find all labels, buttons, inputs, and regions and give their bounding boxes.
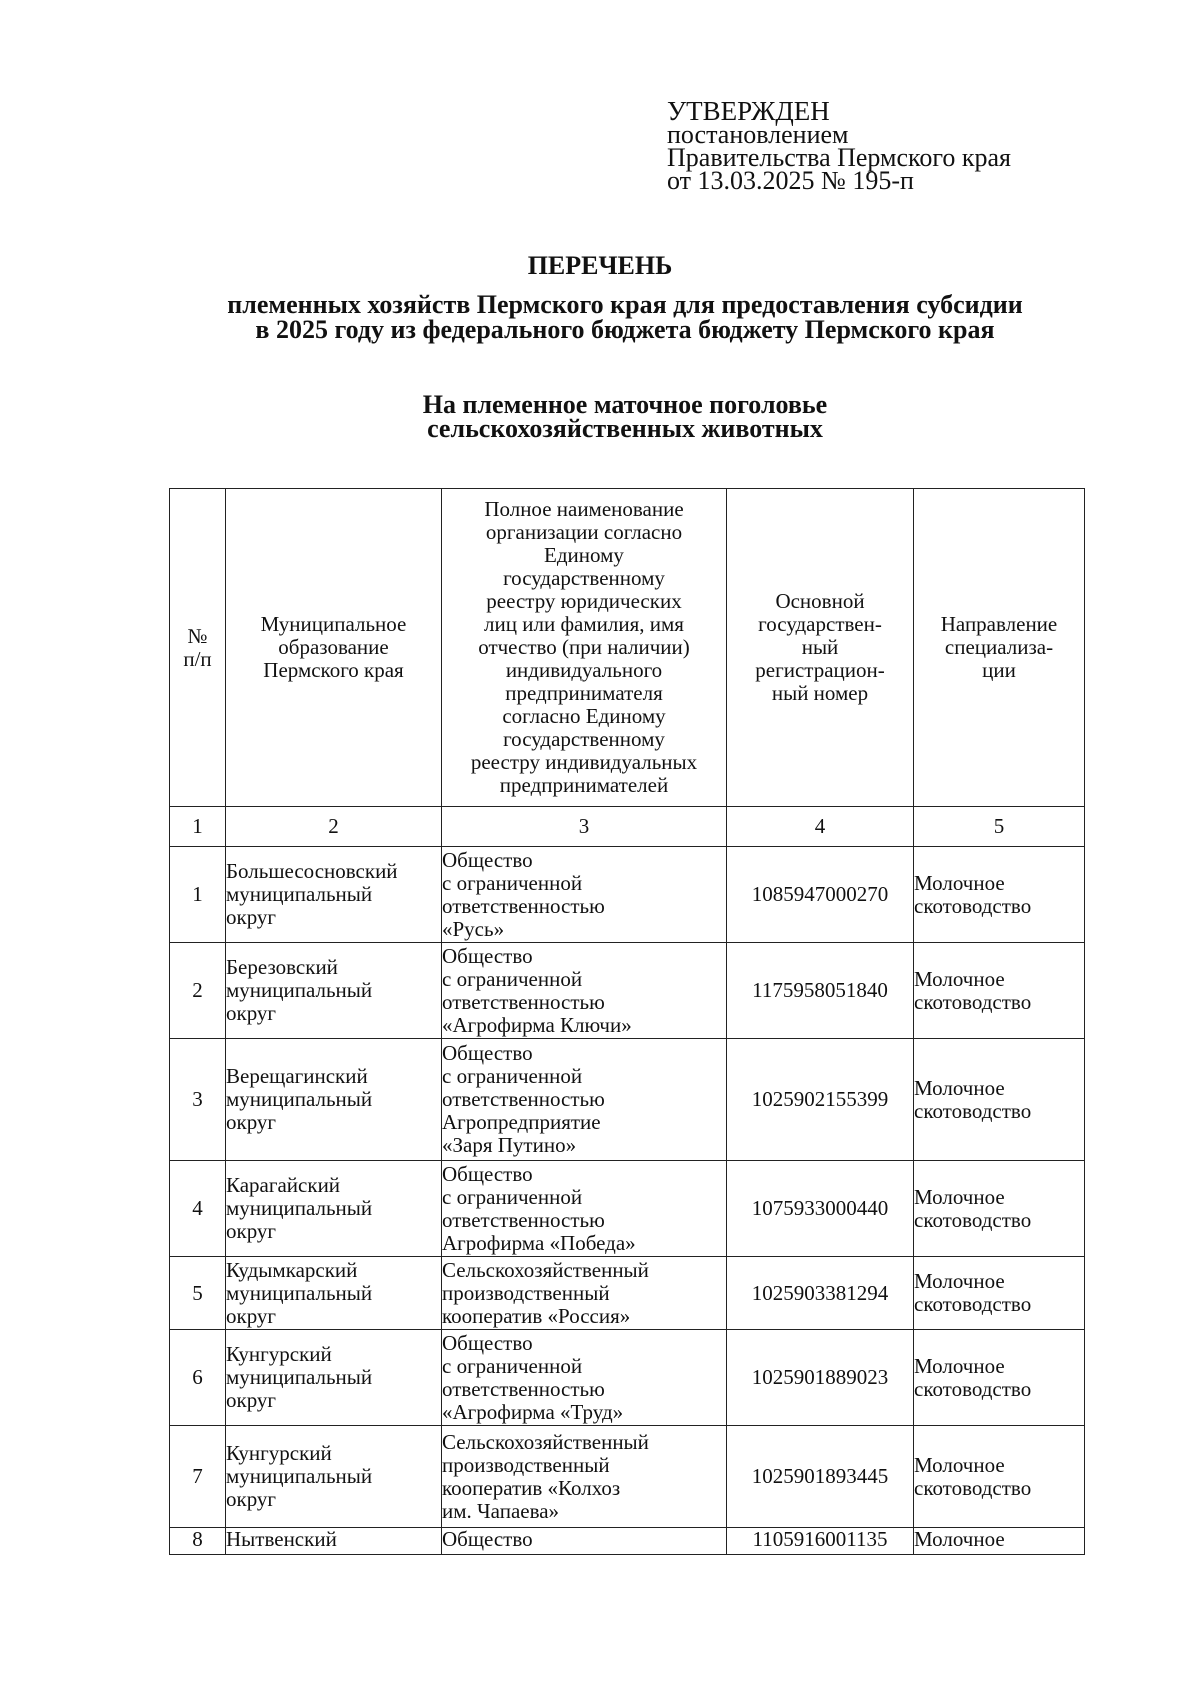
cell-text-line: Сельскохозяйственный (442, 1429, 649, 1454)
cell-text-line: Общество (442, 1161, 533, 1186)
cell-text-line: Сельскохозяйственный (442, 1257, 649, 1282)
approval-line: Правительства Пермского края (667, 143, 1011, 172)
ogrn-cell: 1075933000440 (727, 1161, 914, 1257)
column-number: 5 (914, 807, 1085, 847)
specialization-cell (914, 1330, 1085, 1426)
column-number: 2 (226, 807, 442, 847)
cell-text-line: Пермского края (263, 658, 404, 682)
cell-text-line: муниципальный (226, 978, 373, 1002)
cell-text-line: скотоводство (914, 1098, 1032, 1123)
cell-text-line: Молочное (914, 1452, 1005, 1477)
cell-text-line: Нытвенский (226, 1527, 337, 1551)
row-number: 4 (170, 1161, 226, 1257)
cell-text-line: округ (226, 1110, 277, 1134)
row-number: 5 (170, 1257, 226, 1330)
section-heading (90, 390, 1160, 443)
cell-text-line: Общество (442, 1041, 533, 1065)
row-number: 8 (170, 1528, 226, 1555)
cell-text-line: скотоводство (914, 1376, 1032, 1401)
cell-text-line: Верещагинский (226, 1064, 368, 1088)
cell-text-line: с ограниченной (442, 966, 583, 991)
table-row (170, 943, 1085, 1039)
cell-text-line: муниципальный (226, 1280, 373, 1305)
cell-text-line: Молочное (914, 1075, 1005, 1100)
cell-text-line: ответственностью (442, 1207, 605, 1232)
cell-text-line: скотоводство (914, 1207, 1032, 1232)
document-title: ПЕРЕЧЕНЬ (527, 251, 673, 280)
cell-text-line: Полное наименование (484, 497, 684, 521)
cell-text-line: Муниципальное (260, 612, 407, 636)
table-row (170, 1330, 1085, 1426)
cell-text-line: Общество (442, 943, 533, 968)
header-municipality (226, 489, 442, 807)
ogrn-cell: 1175958051840 (727, 943, 914, 1039)
municipality-cell (226, 1161, 442, 1257)
cell-text-line: муниципальный (226, 1365, 373, 1389)
approval-stamp (667, 96, 1011, 195)
cell-text-line: реестру юридических (486, 589, 682, 613)
municipality-cell (226, 943, 442, 1039)
cell-text-line: им. Чапаева» (442, 1498, 560, 1523)
cell-text-line: организации согласно (485, 520, 683, 544)
organization-cell (442, 1039, 727, 1161)
cell-text-line: с ограниченной (442, 1353, 583, 1378)
cell-text-line: Общество (442, 1527, 533, 1551)
ogrn-cell: 1105916001135 (727, 1528, 914, 1555)
cell-text-line: Кудымкарский (226, 1257, 358, 1282)
ogrn-cell: 1025901893445 (727, 1426, 914, 1528)
row-number: 7 (170, 1426, 226, 1528)
cell-text-line: Большесосновский (226, 859, 398, 883)
ogrn-cell: 1025901889023 (727, 1330, 914, 1426)
cell-text-line: с ограниченной (442, 870, 583, 895)
section-heading-line: сельскохозяйственных животных (427, 414, 823, 443)
cell-text-line: «Русь» (442, 916, 505, 941)
row-number: 6 (170, 1330, 226, 1426)
cell-text-line: индивидуального (505, 658, 663, 682)
table-row (170, 1039, 1085, 1161)
organization-cell (442, 1161, 727, 1257)
cell-text-line: Основной (775, 589, 865, 613)
cell-text-line: Кунгурский (226, 1342, 332, 1366)
organization-cell (442, 847, 727, 943)
specialization-cell (914, 1528, 1085, 1555)
cell-text-line: кооператив «Россия» (442, 1303, 631, 1328)
cell-text-line: округ (226, 1001, 277, 1025)
cell-text-line: лиц или фамилия, имя (484, 612, 684, 636)
table-row (170, 847, 1085, 943)
approval-line: УТВЕРЖДЕН (667, 96, 830, 126)
cell-text-line: муниципальный (226, 1196, 373, 1220)
cell-text-line: производственный (442, 1280, 610, 1305)
cell-text-line: округ (226, 905, 277, 929)
municipality-cell (226, 1426, 442, 1528)
cell-text-line: муниципальный (226, 882, 373, 906)
municipality-cell (226, 1257, 442, 1330)
cell-text-line: образование (278, 635, 389, 659)
row-number: 1 (170, 847, 226, 943)
subtitle-line: племенных хозяйств Пермского края для предоставления субсидии (227, 290, 1023, 319)
row-number: 2 (170, 943, 226, 1039)
cell-text-line: округ (226, 1388, 277, 1412)
column-number: 4 (727, 807, 914, 847)
approval-line: от 13.03.2025 № 195-п (667, 166, 914, 195)
municipality-cell (226, 1528, 442, 1555)
municipality-cell (226, 847, 442, 943)
cell-text-line: государственному (503, 727, 665, 751)
cell-text-line: с ограниченной (442, 1064, 583, 1088)
table-row (170, 1161, 1085, 1257)
cell-text-line: Молочное (914, 966, 1005, 991)
subtitle-line: в 2025 году из федерального бюджета бюджету Пермского края (255, 315, 995, 344)
cell-text-line: ответственностью (442, 989, 605, 1014)
cell-text-line: ответственностью (442, 1087, 605, 1111)
cell-text-line: Молочное (914, 1269, 1005, 1293)
row-number: 3 (170, 1039, 226, 1161)
cell-text-line: округ (226, 1303, 277, 1328)
cell-text-line: Березовский (226, 955, 338, 979)
cell-text-line: скотоводство (914, 1292, 1032, 1316)
header-organization (442, 489, 727, 807)
cell-text-line: Единому (544, 543, 624, 567)
cell-text-line: государственному (503, 566, 665, 590)
cell-text-line: округ (226, 1487, 277, 1511)
cell-text-line: Молочное (914, 1353, 1005, 1378)
cell-text-line: муниципальный (226, 1087, 373, 1111)
cell-text-line: специализа- (944, 635, 1054, 659)
cell-text-line: предпринимателя (505, 681, 663, 705)
cell-text-line: Карагайский (226, 1173, 341, 1197)
cell-text-line: Общество (442, 1330, 533, 1355)
cell-text-line: № (187, 623, 208, 648)
cell-text-line: ный номер (771, 681, 869, 705)
cell-text-line: с ограниченной (442, 1184, 583, 1209)
cell-text-line: ции (982, 658, 1016, 682)
table-row (170, 1528, 1085, 1555)
column-number: 3 (442, 807, 727, 847)
cell-text-line: Агрофирма «Победа» (442, 1230, 636, 1255)
cell-text-line: «Заря Путино» (442, 1133, 577, 1157)
municipality-cell (226, 1330, 442, 1426)
table-row (170, 1257, 1085, 1330)
specialization-cell (914, 847, 1085, 943)
cell-text-line: скотоводство (914, 1475, 1032, 1500)
cell-text-line: округ (226, 1219, 277, 1243)
organization-cell (442, 1528, 727, 1555)
cell-text-line: ответственностью (442, 1376, 605, 1401)
cell-text-line: Кунгурский (226, 1441, 332, 1465)
specialization-cell (914, 1257, 1085, 1330)
breeding-farms-table (169, 488, 1085, 1555)
cell-text-line: реестру индивидуальных (470, 750, 698, 774)
column-number: 1 (170, 807, 226, 847)
table-header-row (170, 489, 1085, 807)
cell-text-line: муниципальный (226, 1464, 373, 1488)
cell-text-line: «Агрофирма «Труд» (442, 1399, 624, 1424)
approval-line: постановлением (667, 120, 849, 149)
table-row (170, 1426, 1085, 1528)
cell-text-line: ответственностью (442, 893, 605, 918)
organization-cell (442, 1330, 727, 1426)
cell-text-line: регистрацион- (755, 658, 885, 682)
cell-text-line: Молочное (914, 870, 1005, 895)
organization-cell (442, 1257, 727, 1330)
document-subtitle (90, 292, 1160, 342)
cell-text-line: Агропредприятие (442, 1110, 601, 1134)
municipality-cell (226, 1039, 442, 1161)
cell-text-line: предпринимателей (499, 773, 669, 797)
header-ogrn (727, 489, 914, 807)
ogrn-cell: 1025902155399 (727, 1039, 914, 1161)
specialization-cell (914, 1426, 1085, 1528)
header-no (170, 489, 226, 807)
cell-text-line: Направление (940, 612, 1058, 636)
cell-text-line: ный (801, 635, 839, 659)
specialization-cell (914, 943, 1085, 1039)
header-specialization (914, 489, 1085, 807)
section-heading-line: На племенное маточное поголовье (422, 390, 828, 419)
specialization-cell (914, 1161, 1085, 1257)
cell-text-line: скотоводство (914, 989, 1032, 1014)
column-number-row (170, 807, 1085, 847)
cell-text-line: «Агрофирма Ключи» (442, 1012, 632, 1037)
cell-text-line: п/п (183, 646, 212, 671)
organization-cell (442, 1426, 727, 1528)
cell-text-line: кооператив «Колхоз (442, 1475, 621, 1500)
cell-text-line: производственный (442, 1452, 610, 1477)
cell-text-line: согласно Единому (502, 704, 666, 728)
cell-text-line: Молочное (914, 1527, 1005, 1551)
cell-text-line: скотоводство (914, 893, 1032, 918)
organization-cell (442, 943, 727, 1039)
specialization-cell (914, 1039, 1085, 1161)
cell-text-line: Общество (442, 847, 533, 872)
ogrn-cell: 1025903381294 (727, 1257, 914, 1330)
cell-text-line: отчество (при наличии) (478, 635, 690, 659)
cell-text-line: Молочное (914, 1184, 1005, 1209)
cell-text-line: государствен- (758, 612, 882, 636)
ogrn-cell: 1085947000270 (727, 847, 914, 943)
